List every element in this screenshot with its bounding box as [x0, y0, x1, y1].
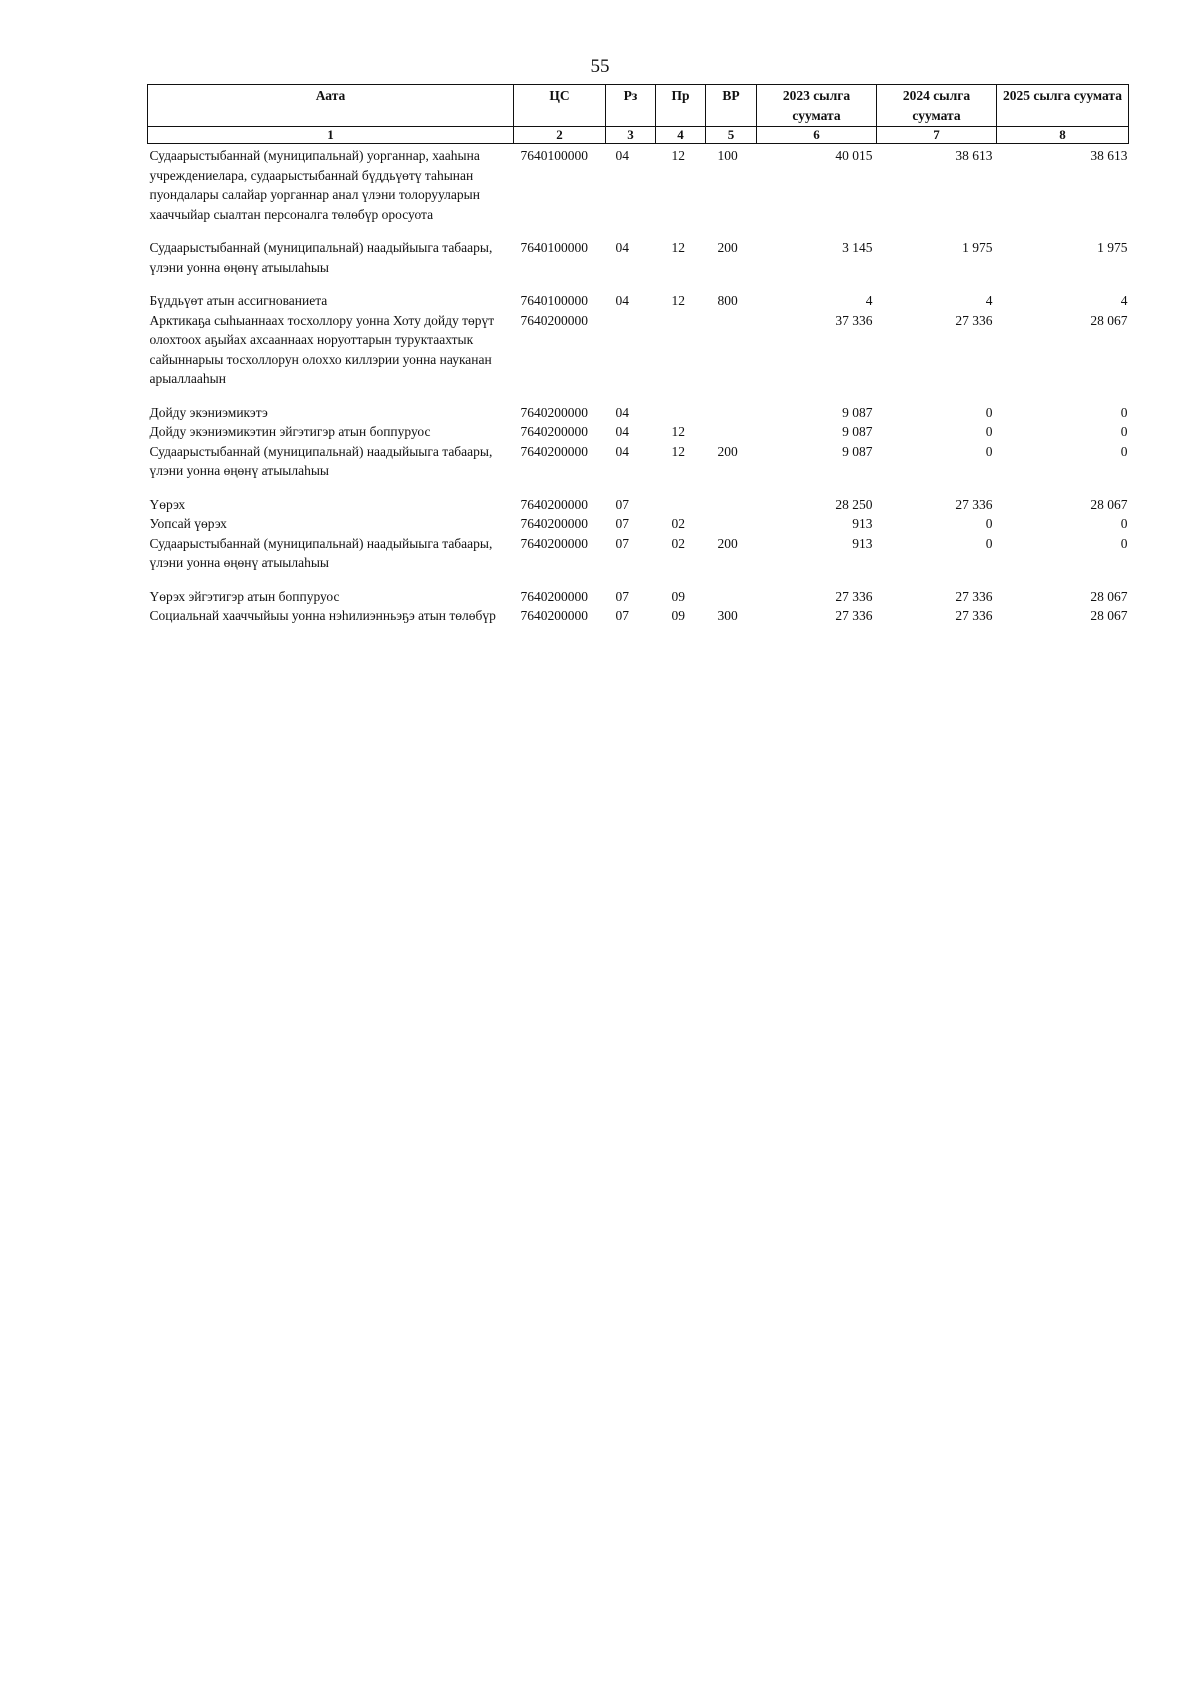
table-row	[148, 442, 1129, 481]
row-2025: 28 067	[1090, 312, 1128, 328]
row-vr: 300	[717, 608, 738, 623]
row-rz: 04	[615, 424, 629, 439]
row-rz: 04	[615, 148, 629, 163]
row-rz: 04	[615, 443, 629, 459]
header-2024: 2024 сылга суумата	[877, 85, 997, 127]
row-name: Арктикаҕа сыһыаннаах тосхоллору уонна Хоту дойду төрүт олохтоох аҕыйах ахсааннаах норуоттарын туруктаахтык сайыннарыы тосхоллорун олоххо киллэрии уонна науканан арыаллааһын	[149, 312, 495, 386]
row-2023: 27 336	[835, 588, 873, 604]
row-pr	[656, 495, 706, 515]
row-name: Судаарыстыбаннай (муниципальнай) наадыйыыга табаары, үлэни уонна өңөнү атыылаһыы	[149, 240, 493, 275]
row-cs: 7640200000	[520, 496, 588, 512]
table-row	[148, 534, 1129, 573]
row-2023: 3 145	[842, 240, 873, 255]
row-2025: 0	[1120, 424, 1128, 439]
column-number: 8	[997, 127, 1129, 144]
row-pr: 12	[671, 240, 685, 255]
row-cs: 7640200000	[520, 443, 588, 459]
table-row	[148, 403, 1129, 423]
row-2025: 38 613	[1090, 148, 1128, 163]
header-2023: 2023 сылга суумата	[757, 85, 877, 127]
row-2023: 9 087	[842, 443, 873, 459]
row-rz: 04	[615, 404, 629, 420]
row-cs: 7640200000	[520, 312, 588, 328]
row-2025: 0	[1120, 443, 1128, 459]
row-2024: 27 336	[955, 496, 993, 512]
row-spacer	[148, 224, 1129, 238]
row-rz	[606, 311, 656, 389]
row-pr: 09	[671, 588, 685, 604]
row-2024: 1 975	[962, 240, 993, 255]
row-name: Дойду экэниэмикэтэ	[149, 404, 268, 420]
row-rz: 07	[615, 535, 629, 551]
column-number-row	[148, 127, 1129, 144]
row-vr: 200	[717, 240, 738, 255]
row-cs: 7640200000	[520, 535, 588, 551]
row-vr	[706, 403, 757, 423]
column-number: 2	[514, 127, 606, 144]
row-2023: 9 087	[842, 424, 873, 439]
row-2025: 28 067	[1090, 496, 1128, 512]
row-2023: 9 087	[842, 404, 873, 420]
row-2023: 913	[852, 535, 873, 551]
row-2024: 27 336	[955, 312, 993, 328]
row-spacer	[148, 389, 1129, 403]
row-name: Социальнай хааччыйыы уонна нэһилиэнньэҕэ атын төлөбүр	[149, 608, 496, 623]
row-vr	[706, 422, 757, 442]
row-cs: 7640100000	[520, 148, 588, 163]
column-number: 6	[757, 127, 877, 144]
row-name: Уопсай үөрэх	[149, 516, 227, 531]
table-row	[148, 514, 1129, 534]
row-2025: 0	[1120, 404, 1128, 420]
row-2023: 28 250	[835, 496, 873, 512]
row-vr	[706, 495, 757, 515]
row-vr: 200	[717, 535, 738, 551]
row-2024: 27 336	[955, 588, 993, 604]
row-pr: 09	[671, 608, 685, 623]
row-2023: 4	[865, 293, 873, 308]
table-row	[148, 311, 1129, 389]
row-2024: 0	[985, 443, 993, 459]
column-number: 5	[706, 127, 757, 144]
row-rz: 07	[615, 496, 629, 512]
row-2025: 28 067	[1090, 588, 1128, 604]
row-2023: 27 336	[835, 608, 873, 623]
table-row	[148, 587, 1129, 607]
header-2025: 2025 сылга суумата	[997, 85, 1129, 127]
row-pr	[656, 403, 706, 423]
row-vr	[706, 311, 757, 389]
column-number: 3	[606, 127, 656, 144]
row-cs: 7640200000	[520, 404, 588, 420]
row-cs: 7640200000	[520, 424, 588, 439]
row-2025: 4	[1120, 293, 1128, 308]
column-number: 7	[877, 127, 997, 144]
row-vr: 800	[717, 293, 738, 308]
row-vr: 100	[717, 148, 738, 163]
row-vr: 200	[717, 443, 738, 459]
row-rz: 04	[615, 240, 629, 255]
row-pr: 12	[671, 424, 685, 439]
row-cs: 7640200000	[520, 588, 588, 604]
header-name: Аата	[148, 85, 514, 127]
table-row	[148, 144, 1129, 225]
row-2024: 0	[985, 535, 993, 551]
row-pr: 12	[671, 443, 685, 459]
row-name: Судаарыстыбаннай (муниципальнай) наадыйыыга табаары, үлэни уонна өңөнү атыылаһыы	[149, 443, 493, 478]
header-cs: ЦС	[514, 85, 606, 127]
budget-table-container	[147, 84, 1128, 626]
page-number: 55	[590, 56, 610, 77]
row-pr: 12	[671, 148, 685, 163]
table-row	[148, 422, 1129, 442]
header-pr: Пр	[656, 85, 706, 127]
row-spacer	[148, 481, 1129, 495]
row-name: Судаарыстыбаннай (муниципальнай) наадыйыыга табаары, үлэни уонна өңөнү атыылаһыы	[149, 535, 493, 570]
column-number: 1	[148, 127, 514, 144]
budget-table	[147, 84, 1129, 626]
row-rz: 07	[615, 588, 629, 604]
row-pr: 02	[671, 535, 685, 551]
table-row	[148, 238, 1129, 277]
header-row	[148, 85, 1129, 127]
column-number: 4	[656, 127, 706, 144]
row-pr	[656, 311, 706, 389]
row-name: Үөрэх	[149, 496, 186, 512]
table-row	[148, 606, 1129, 626]
row-cs: 7640200000	[520, 608, 588, 623]
row-rz: 04	[615, 293, 629, 308]
row-2024: 0	[985, 516, 993, 531]
row-2024: 4	[985, 293, 993, 308]
row-name: Бүддьүөт атын ассигнованиета	[149, 293, 328, 308]
row-name: Судаарыстыбаннай (муниципальнай) уорганнар, хааһына учреждениелара, судаарыстыбаннай бүддьүөтү таһынан пуондалары салайар уорганнар анал үлэни толорууларын хааччыйар сыалтан персоналга төлөбүр оросуота	[149, 148, 480, 222]
row-2025: 0	[1120, 516, 1128, 531]
table-header	[148, 85, 1129, 144]
row-2024: 0	[985, 424, 993, 439]
row-pr: 12	[671, 293, 685, 308]
row-vr	[706, 587, 757, 607]
row-2024: 27 336	[955, 608, 993, 623]
row-2024: 38 613	[955, 148, 993, 163]
row-rz: 07	[615, 516, 629, 531]
row-spacer	[148, 573, 1129, 587]
row-2023: 913	[852, 516, 873, 531]
row-name: Дойду экэниэмикэтин эйгэтигэр атын боппуруос	[149, 424, 431, 439]
row-2025: 1 975	[1097, 240, 1128, 255]
header-vr: ВР	[706, 85, 757, 127]
row-cs: 7640100000	[520, 240, 588, 255]
row-vr	[706, 514, 757, 534]
row-2023: 37 336	[835, 312, 873, 328]
row-2025: 28 067	[1090, 608, 1128, 623]
row-2024: 0	[985, 404, 993, 420]
row-2025: 0	[1120, 535, 1128, 551]
row-pr: 02	[671, 516, 685, 531]
row-spacer	[148, 277, 1129, 291]
row-cs: 7640200000	[520, 516, 588, 531]
table-body	[148, 144, 1129, 626]
row-2023: 40 015	[835, 148, 873, 163]
row-name: Үөрэх эйгэтигэр атын боппуруос	[149, 588, 340, 604]
table-row	[148, 495, 1129, 515]
table-row	[148, 291, 1129, 311]
row-rz: 07	[615, 608, 629, 623]
header-rz: Рз	[606, 85, 656, 127]
row-cs: 7640100000	[520, 293, 588, 308]
